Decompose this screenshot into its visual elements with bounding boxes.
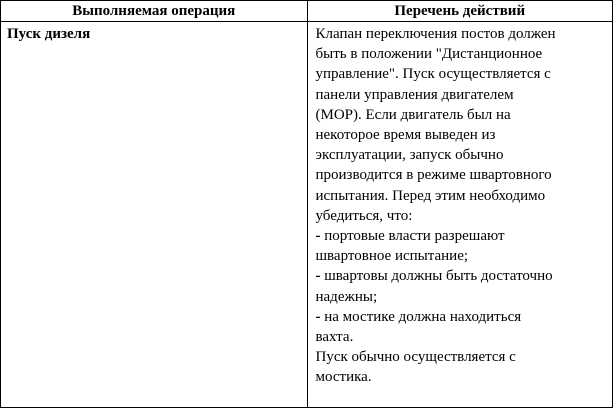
action-line: [316, 327, 609, 347]
list-dash: -: [315, 308, 321, 325]
action-line-text: мостика.: [315, 369, 372, 386]
list-dash: -: [315, 228, 321, 245]
actions-cell: [307, 22, 613, 408]
action-line-text: управление". Пуск осуществляется с: [315, 66, 551, 83]
action-line-text: Клапан переключения постов должен: [315, 26, 556, 42]
action-line-text: производится в режиме швартовного: [315, 167, 552, 184]
action-line-text: надежны;: [315, 288, 378, 305]
actions-text: [316, 24, 609, 388]
operation-cell: Пуск дизеля: [1, 22, 308, 408]
action-line: [316, 105, 609, 125]
action-line: [316, 367, 609, 387]
action-line: [316, 64, 609, 84]
action-line: [316, 206, 609, 226]
action-line: [316, 307, 609, 327]
action-line: [316, 145, 609, 165]
action-line: [316, 246, 609, 266]
action-line-text: быть в положении "Дистанционное: [315, 46, 543, 63]
action-line-text: швартовы должны быть достаточно: [320, 268, 553, 285]
action-line-text: эксплуатации, запуск обычно: [315, 147, 504, 164]
action-line: [316, 85, 609, 105]
list-dash: -: [315, 268, 321, 285]
action-line: [316, 226, 609, 246]
action-line-text: убедиться, что:: [315, 207, 413, 224]
table-header-row: [1, 1, 613, 22]
action-line-text: на мостике должна находиться: [320, 308, 522, 325]
action-line-text: некоторое время выведен из: [315, 127, 496, 144]
action-line-text: (МОР). Если двигатель был на: [315, 106, 511, 123]
table-row: [1, 22, 613, 408]
action-line: [316, 347, 609, 367]
action-line-text: портовые власти разрешают: [320, 228, 505, 245]
header-operation: Выполняемая операция: [1, 1, 308, 22]
action-line: [316, 24, 609, 44]
action-line-text: испытания. Перед этим необходимо: [315, 187, 546, 204]
action-line: [316, 165, 609, 185]
action-line: [316, 287, 609, 307]
action-line-text: швартовное испытание;: [315, 248, 469, 265]
header-actions: Перечень действий: [307, 1, 613, 22]
action-line-text: вахта.: [315, 329, 354, 346]
action-line-text: Пуск обычно осуществляется с: [315, 349, 516, 366]
action-line: [316, 186, 609, 206]
action-line: [316, 125, 609, 145]
action-line-text: панели управления двигателем: [315, 86, 514, 103]
action-line: [316, 44, 609, 64]
action-line: [316, 266, 609, 286]
